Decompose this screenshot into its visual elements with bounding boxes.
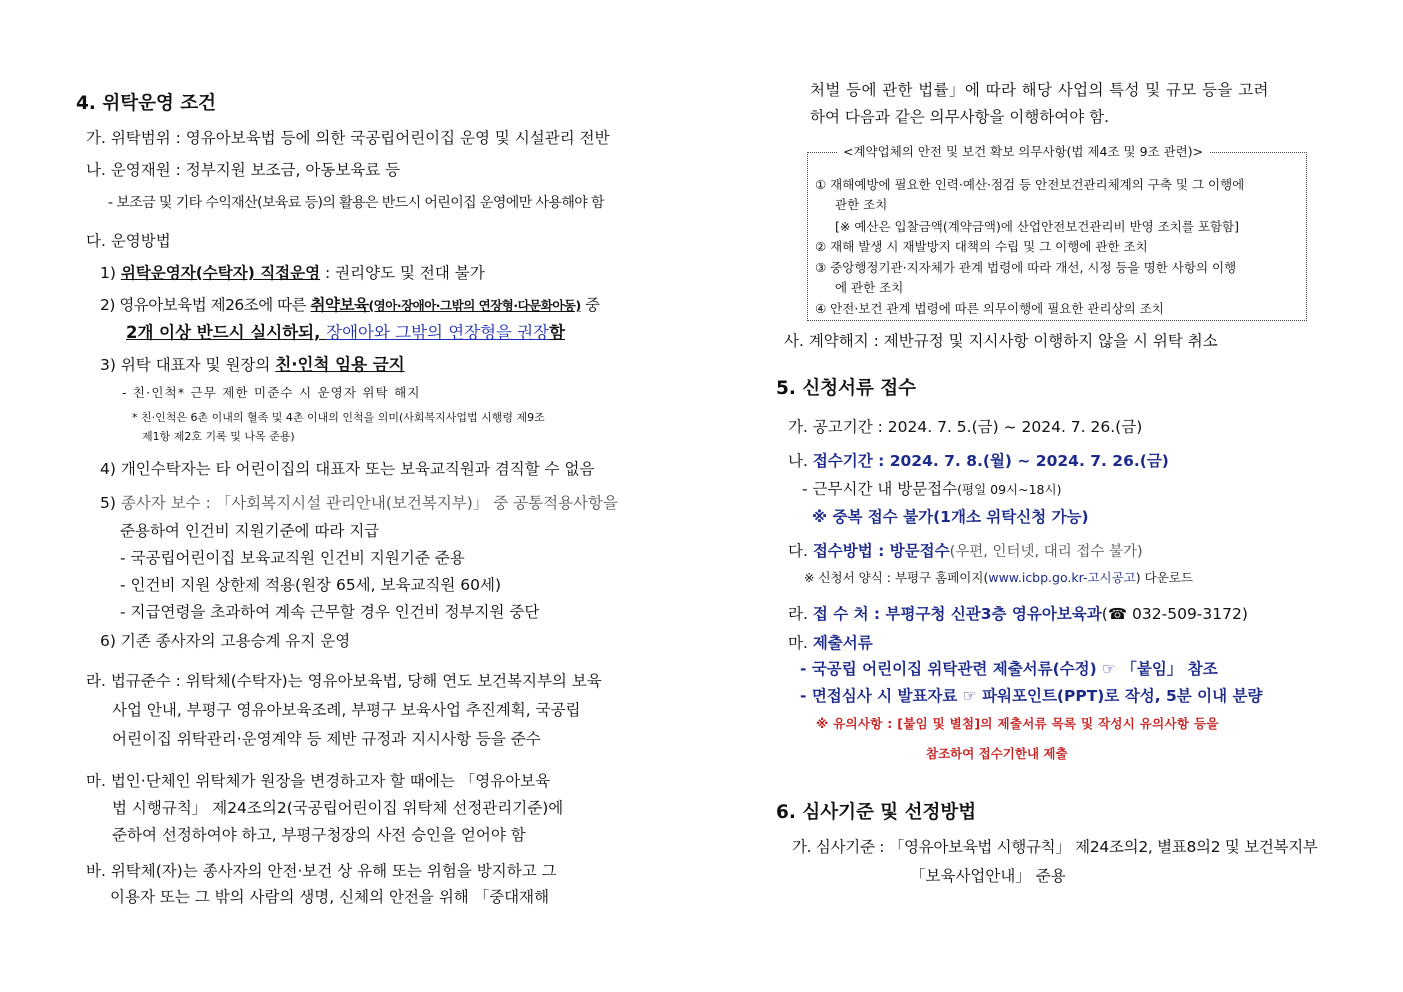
obligation-1-cont: 관한 조치: [835, 197, 888, 212]
item-d6: 6) 기존 종사자의 고용승계 유지 운영: [100, 632, 351, 650]
s5-receipt-method: [788, 540, 1143, 563]
s5-form-note: [804, 567, 1193, 589]
s5-form-note-a: ※ 신청서 양식 : 부평구 홈페이지(: [804, 570, 989, 585]
item-d1: [100, 262, 485, 284]
item-d3-note1: * 친·인척은 6촌 이내의 혈족 및 4촌 이내의 인척을 의미(사회복지사업법 시행령 제9조: [132, 411, 545, 424]
item-d3-note2: 제1항 제2호 기록 및 나목 준용): [142, 430, 295, 443]
continued-line1: 처벌 등에 관한 법률」에 따라 해당 사업의 특성 및 규모 등을 고려: [810, 81, 1269, 99]
d2-emphasis-detail: (영아·장애아·그밖의 연장형·다문화아동): [368, 298, 581, 313]
item-d2-line1: [100, 294, 600, 317]
s5-na-label: 나.: [788, 452, 813, 470]
s5-duplicate-warning: ※ 중복 접수 불가(1개소 위탁신청 가능): [812, 508, 1089, 526]
item-ra-line3: 어린이집 위탁관리·운영계약 등 제반 규정과 지시사항 등을 준수: [112, 730, 541, 748]
item-sa-termination: 사. 계약해지 : 제반규정 및 지시사항 이행하지 않을 시 위탁 취소: [784, 332, 1218, 350]
item-na-sub: - 보조금 및 기타 수익재산(보육료 등)의 활용은 반드시 어린이집 운영에만 사용해야 함: [108, 195, 604, 211]
obligation-3: ③ 중앙행정기관·지자체가 관계 법령에 따라 개선, 시정 등을 명한 사항의 이행: [815, 260, 1237, 275]
s5-da-label: 다.: [788, 542, 813, 560]
s5-caution-line2: 참조하여 접수기한내 제출: [926, 746, 1068, 761]
obligation-1-note: [※ 예산은 입찰금액(계약금액)에 산업안전보건관리비 반영 조치를 포함함]: [835, 219, 1239, 234]
item-d3-sub: - 친·인척* 근무 제한 미준수 시 운영자 위탁 해지: [122, 385, 421, 400]
s5-ra-label: 라.: [788, 605, 813, 623]
s5-ma-label: 마.: [788, 634, 813, 652]
d1-number: 1): [100, 264, 116, 282]
d1-rest: : 권리양도 및 전대 불가: [320, 264, 485, 282]
item-ba-line2: 이용자 또는 그 밖의 사람의 생명, 신체의 안전을 위해 「중대재해: [110, 888, 550, 906]
item-da-title: 다. 운영방법: [86, 232, 171, 250]
obligation-1: ① 재해예방에 필요한 인력·예산·점검 등 안전보건관리체계의 구축 및 그 이행에: [815, 177, 1245, 192]
s5-ra-phone: (☎ 032-509-3172): [1101, 605, 1248, 623]
d2-emphasis-2: 2개 이상 반드시 실시하되,: [126, 323, 327, 342]
d5-number: 5): [100, 494, 121, 512]
left-page: [0, 0, 700, 992]
item-ma-line3: 준하여 선정하여야 하고, 부평구청장의 사전 승인을 얻어야 함: [112, 826, 526, 844]
section-6-title: 6. 심사기준 및 선정방법: [776, 802, 977, 823]
d2-recommend: 장애아와 그밖의 연장형을 권장: [326, 323, 550, 342]
s6-criteria-line2: 「보육사업안내」 준용: [910, 867, 1066, 885]
item-ga-scope: 가. 위탁범위 : 영유아보육법 등에 의한 국공립어린이집 운영 및 시설관리 전반: [86, 129, 610, 147]
s5-documents: [788, 632, 873, 654]
d2-text-d: 중: [580, 296, 600, 314]
d3-text: 3) 위탁 대표자 및 원장의: [100, 356, 276, 374]
d3-emphasis: 친·인척 임용 금지: [275, 355, 405, 374]
s5-documents-1: - 국공립 어린이집 위탁관련 제출서류(수정) ☞ 「붙임」 참조: [800, 660, 1218, 678]
item-ma-line1: 마. 법인·단체인 위탁체가 원장을 변경하고자 할 때에는 「영유아보육: [86, 772, 551, 790]
s6-criteria-line1: 가. 심사기준 : 「영유아보육법 시행규칙」 제24조의2, 별표8의2 및 보건복지부: [792, 838, 1318, 856]
s5-hours-text: - 근무시간 내 방문접수: [802, 480, 958, 498]
item-ra-line2: 사업 안내, 부평구 영유아보육조례, 부평구 보육사업 추진계획, 국공립: [112, 701, 581, 719]
item-ra-line1: 라. 법규준수 : 위탁체(수탁자)는 영유아보육법, 당해 연도 보건복지부의 보육: [86, 672, 602, 690]
continued-line2: 하여 다음과 같은 의무사항을 이행하여야 함.: [810, 108, 1110, 126]
item-ma-line2: 법 시행규칙」 제24조의2(국공립어린이집 위탁체 선정관리기준)에: [112, 799, 564, 817]
obligation-4: ④ 안전·보건 관계 법령에 따른 의무이행에 필요한 관리상의 조치: [815, 301, 1164, 316]
s5-documents-2: - 면접심사 시 발표자료 ☞ 파워포인트(PPT)로 작성, 5분 이내 분량: [800, 687, 1263, 705]
section-4-title: 4. 위탁운영 조건: [76, 93, 217, 114]
obligation-2: ② 재해 발생 시 재발방지 대책의 수립 및 그 이행에 관한 조치: [815, 239, 1148, 254]
item-d5-line1: [100, 492, 618, 514]
obligations-box-title: <계약업체의 안전 및 보건 확보 의무사항(법 제4조 및 9조 관련)>: [837, 141, 1209, 163]
d2-text-a: 2) 영유아보육법 제26조에 따른: [100, 296, 311, 314]
d2-emphasis: 취약보육: [310, 296, 369, 314]
s5-da-method: 접수방법 : 방문접수: [812, 542, 950, 560]
item-d5-sub2: - 인건비 지원 상한제 적용(원장 65세, 보육교직원 60세): [120, 576, 502, 594]
item-ba-line1: 바. 위탁체(자)는 종사자의 안전·보건 상 유해 또는 위험을 방지하고 그: [86, 862, 557, 880]
d5-text: 종사자 보수 : 「사회복지시설 관리안내(보건복지부)」 중 공통적용사항을: [120, 494, 618, 512]
s5-form-link[interactable]: www.icbp.go.kr-고시공고: [988, 570, 1136, 585]
d1-emphasis: 위탁운영자(수탁자) 직접운영: [120, 264, 321, 282]
s5-na-period: 접수기간 : 2024. 7. 8.(월) ~ 2024. 7. 26.(금): [812, 452, 1169, 470]
item-d4: 4) 개인수탁자는 타 어린이집의 대표자 또는 보육교직원과 겸직할 수 없음: [100, 460, 595, 478]
obligation-3-cont: 에 관한 조치: [835, 280, 904, 295]
s5-receipt-period: [788, 450, 1169, 472]
s5-receipt-place: [788, 603, 1248, 625]
right-page: [700, 0, 1403, 992]
s5-hours-detail: (평일 09시~18시): [957, 482, 1062, 497]
item-d3: [100, 354, 405, 376]
item-na-funding: 나. 운영재원 : 정부지원 보조금, 아동보육료 등: [86, 161, 401, 179]
item-d5-sub3: - 지급연령을 초과하여 계속 근무할 경우 인건비 정부지원 중단: [120, 603, 540, 621]
s5-ra-place: 접 수 처 : 부평구청 신관3층 영유아보육과: [812, 605, 1102, 623]
s5-receipt-hours: [802, 478, 1061, 501]
item-d5-line2: 준용하여 인건비 지원기준에 따라 지급: [120, 522, 380, 540]
item-d5-sub1: - 국공립어린이집 보육교직원 인건비 지원기준 준용: [120, 549, 465, 567]
item-d2-line2: [126, 322, 565, 344]
s5-ma-title: 제출서류: [812, 634, 873, 652]
d2-end: 함: [549, 323, 566, 342]
s5-da-exclusions: (우편, 인터넷, 대리 접수 불가): [949, 544, 1143, 560]
section-5-title: 5. 신청서류 접수: [776, 378, 917, 399]
s5-form-note-c: ) 다운로드: [1135, 570, 1193, 585]
s5-caution-line1: ※ 유의사항 : [붙임 및 별첨]의 제출서류 목록 및 작성시 유의사항 등을: [816, 716, 1219, 731]
s5-announce-period: 가. 공고기간 : 2024. 7. 5.(금) ~ 2024. 7. 26.(금): [788, 418, 1143, 436]
